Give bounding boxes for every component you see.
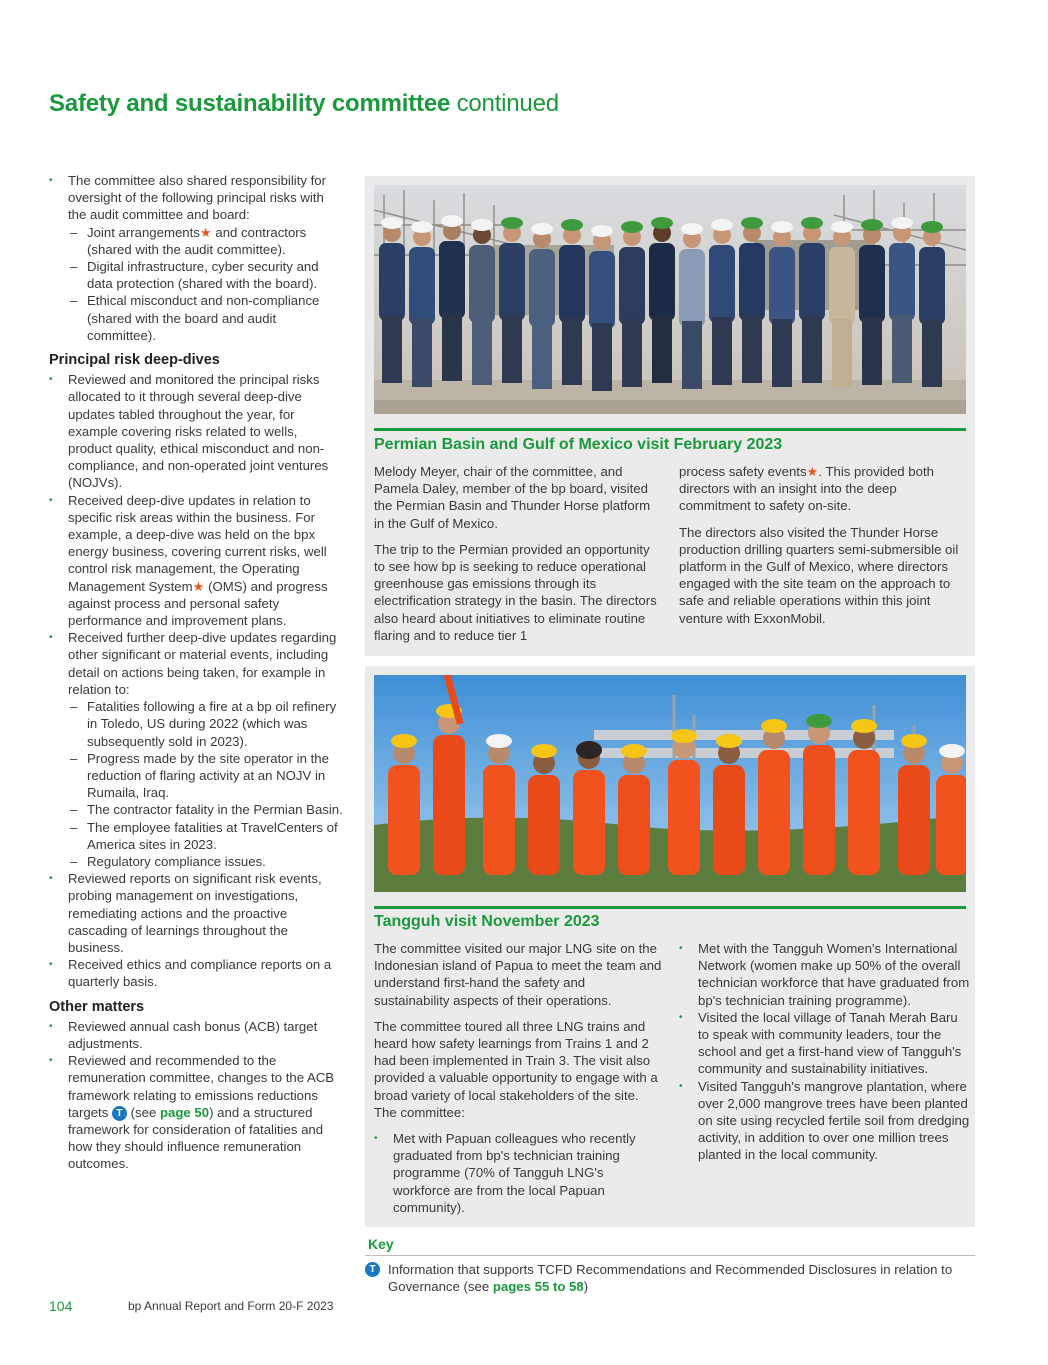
deep-dive-list bbox=[49, 371, 345, 990]
list-item: • Received further deep-dive updates regarding other significant or material events, including detail on actions being taken, for example in relation to: – Fatalities following a fire at a bp oil refinery in Toledo, US during 2022 (which was subsequently sold in 2023). – Progress made by the site operator in the reduction of flaring activity at an NOJV in Rumaila, Iraq. – The contractor fatality in the Permian Basin. – The employee fatalities at TravelCenters of America sites in 2023. – Regulatory compliance issues. bbox=[49, 629, 345, 870]
list-item: – Joint arrangements★ and contractors (shared with the audit committee). bbox=[68, 224, 345, 258]
list-item: – Ethical misconduct and non-compliance (shared with the board and audit committee). bbox=[68, 292, 345, 344]
page-number: 104 bbox=[49, 1298, 73, 1314]
panel-divider bbox=[374, 428, 966, 431]
star-icon: ★ bbox=[806, 464, 819, 479]
pages-55-58-link[interactable]: pages 55 to 58 bbox=[492, 1279, 584, 1295]
paragraph: The trip to the Permian provided an opportunity to see how bp is seeking to reduce operational greenhouse gas emissions through its electrification strategy in the basin. The directors also heard about initiatives to eliminate routine flaring and to reduce tier 1 bbox=[374, 541, 657, 643]
left-column bbox=[49, 172, 345, 1173]
page-50-link[interactable]: page 50 bbox=[159, 1104, 210, 1120]
title-continued: continued bbox=[456, 90, 559, 117]
permian-text-col-2 bbox=[679, 463, 969, 636]
list-item: – The contractor fatality in the Permian Basin. bbox=[68, 801, 345, 818]
tangguh-text-col-1 bbox=[374, 940, 664, 1216]
section-heading-deep-dives: Principal risk deep-dives bbox=[49, 352, 220, 369]
list-item: • Reviewed and monitored the principal risks allocated to it through several deep-dive updates tabled throughout the year, for example covering risks related to wells, product quality, ethical misconduct and non-compliance, and non-operated joint ventures (NOJVs). bbox=[49, 371, 345, 491]
paragraph: The directors also visited the Thunder Horse production drilling quarters semi-submersible oil platform in the Gulf of Mexico, where directors engaged with the site team on the approach to safe and reliable operations within this joint venture with ExxonMobil. bbox=[679, 524, 959, 626]
tangguh-group-photo bbox=[374, 675, 966, 892]
list-item: • Met with Papuan colleagues who recently graduated from bp's technician training programme (70% of Tangguh LNG's workforce are from the local Papuan community). bbox=[374, 1130, 664, 1216]
permian-panel bbox=[365, 176, 975, 656]
tcfd-icon: T bbox=[365, 1262, 380, 1277]
other-matters-list bbox=[49, 1018, 345, 1173]
list-item: • Received ethics and compliance reports on a quarterly basis. bbox=[49, 956, 345, 990]
tcfd-icon: T bbox=[112, 1106, 127, 1121]
list-item: – The employee fatalities at TravelCenters of America sites in 2023. bbox=[68, 819, 345, 853]
key-heading: Key bbox=[368, 1236, 394, 1252]
star-icon: ★ bbox=[192, 578, 205, 594]
panel-divider bbox=[374, 906, 966, 909]
list-item: • Reviewed and recommended to the remuneration committee, changes to the ACB framework relating to emissions reductions targets T (see page 50) and a structured framework for consideration of fatalities and how they should influence remuneration outcomes. bbox=[49, 1052, 345, 1172]
key-divider bbox=[365, 1255, 975, 1256]
permian-heading: Permian Basin and Gulf of Mexico visit February 2023 bbox=[374, 436, 783, 453]
key-description: Information that supports TCFD Recommendations and Recommended Disclosures in relation to Governance (see pages 55 to 58) bbox=[388, 1262, 953, 1295]
page-title bbox=[49, 90, 559, 118]
paragraph: The committee toured all three LNG trains and heard how safety learnings from Trains 1 and 2 had been implemented in Train 3. The visit also provided a valuable opportunity to engage with a broad variety of local stakeholders of the site. The committee: bbox=[374, 1018, 658, 1120]
tangguh-list-2 bbox=[679, 940, 971, 1164]
paragraph: Melody Meyer, chair of the committee, and Pamela Daley, member of the bp board, visited the Permian Basin and Thunder Horse platform in the Gulf of Mexico. bbox=[374, 464, 651, 531]
publication-title: bp Annual Report and Form 20-F 2023 bbox=[128, 1299, 334, 1313]
intro-sublist bbox=[68, 224, 345, 344]
intro-list bbox=[49, 172, 345, 344]
permian-group-photo bbox=[374, 185, 966, 414]
tangguh-heading: Tangguh visit November 2023 bbox=[374, 913, 600, 930]
tangguh-list-1 bbox=[374, 1130, 664, 1216]
paragraph: process safety events★. This provided both directors with an insight into the deep commitment to safety on-site. bbox=[679, 464, 934, 514]
list-item: • Met with the Tangguh Women's International Network (women make up 50% of the overall technician workforce that have graduated from bp's technician training programme). bbox=[679, 940, 971, 1009]
deep-dive-sublist bbox=[68, 698, 345, 870]
permian-photo-illustration bbox=[374, 185, 966, 414]
list-item: • Visited the local village of Tanah Merah Baru to speak with community leaders, tour the school and get a first-hand view of Tangguh's community and sustainability initiatives. bbox=[679, 1009, 971, 1078]
list-item: – Regulatory compliance issues. bbox=[68, 853, 345, 870]
tangguh-photo-illustration bbox=[374, 675, 966, 892]
list-item: • Received deep-dive updates in relation to specific risk areas within the business. For example, a deep-dive was held on the bpx energy business, covering current risks, well control risk management, the Operating Management System★ (OMS) and progress against process and personal safety performance and improvement plans. bbox=[49, 492, 345, 630]
list-item: • Visited Tangguh's mangrove plantation, where over 2,000 mangrove trees have been planted on site using recycled fertile soil from dredging activity, in addition to over one million trees planted in the local community. bbox=[679, 1078, 971, 1164]
list-item: • Reviewed reports on significant risk events, probing management on investigations, remediating actions and the proactive cascading of learnings throughout the business. bbox=[49, 870, 345, 956]
paragraph: The committee visited our major LNG site on the Indonesian island of Papua to meet the team and understand first-hand the safety and sustainability aspects of their operations. bbox=[374, 941, 662, 1008]
list-item: – Progress made by the site operator in the reduction of flaring activity at an NOJV in Rumaila, Iraq. bbox=[68, 750, 345, 802]
star-icon: ★ bbox=[199, 224, 212, 240]
list-item: • The committee also shared responsibility for oversight of the following principal risks with the audit committee and board: – Joint arrangements★ and contractors (shared with the audit committee). – Digital infrastructure, cyber security and data protection (shared with the board). – Ethical misconduct and non-compliance (shared with the board and audit committee). bbox=[49, 172, 345, 344]
list-item: – Digital infrastructure, cyber security and data protection (shared with the board). bbox=[68, 258, 345, 292]
tangguh-text-col-2 bbox=[679, 940, 971, 1164]
tangguh-panel bbox=[365, 666, 975, 1227]
list-item: – Fatalities following a fire at a bp oil refinery in Toledo, US during 2022 (which was subsequently sold in 2023). bbox=[68, 698, 345, 750]
title-bold: Safety and sustainability committee bbox=[49, 90, 451, 117]
list-item: • Reviewed annual cash bonus (ACB) target adjustments. bbox=[49, 1018, 345, 1052]
permian-text-col-1 bbox=[374, 463, 664, 653]
section-heading-other-matters: Other matters bbox=[49, 998, 145, 1015]
